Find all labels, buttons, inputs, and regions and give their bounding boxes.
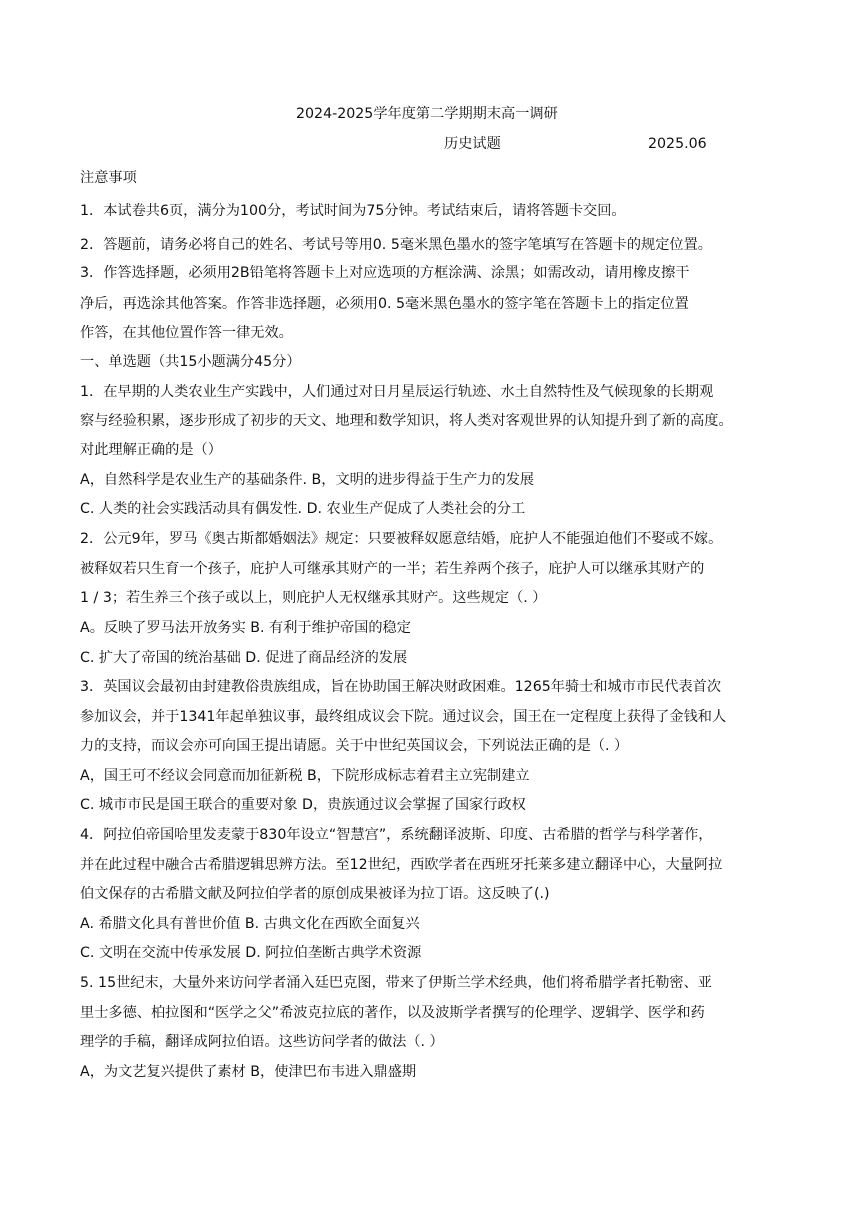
question-3-option: C. 城市市民是国王联合的重要对象 D，贵族通过议会掌握了国家行政权 xyxy=(80,797,526,813)
question-5-text: 5. 15世纪末，大量外来访问学者涌入廷巴克图，带来了伊斯兰学术经典，他们将希腊学者托勒密、亚 xyxy=(80,975,712,991)
question-3-text: 力的支持，而议会亦可向国王提出请愿。关于中世纪英国议会，下列说法正确的是（. ） xyxy=(80,738,629,754)
question-1-option: C. 人类的社会实践活动具有偶发性. D. 农业生产促成了人类社会的分工 xyxy=(80,501,526,517)
notice-item: 3．作答选择题，必须用2B铅笔将答题卡上对应选项的方框涂满、涂黑；如需改动，请用橡皮擦干 xyxy=(80,265,690,281)
notice-heading: 注意事项 xyxy=(80,170,137,186)
question-3-text: 3．英国议会最初由封建教俗贵族组成，旨在协助国王解决财政困难。1265年骑士和城市市民代表首次 xyxy=(80,679,722,695)
section-heading: 一、单选题（共15小题满分45分） xyxy=(80,354,301,370)
question-5-text: 理学的手稿，翻译成阿拉伯语。这些访问学者的做法（. ） xyxy=(80,1034,444,1050)
question-1-option: A，自然科学是农业生产的基础条件. B，文明的进步得益于生产力的发展 xyxy=(80,472,535,488)
question-4-text: 4．阿拉伯帝国哈里发麦蒙于830年设立“智慧宫”，系统翻译波斯、印度、古希腊的哲学与科学著作， xyxy=(80,827,713,843)
question-2-option: A。反映了罗马法开放务实 B. 有利于维护帝国的稳定 xyxy=(80,620,411,636)
question-1-text: 察与经验积累，逐步形成了初步的天文、地理和数学知识，将人类对客观世界的认知提升到了新的高度。 xyxy=(80,413,733,429)
question-4-option: C. 文明在交流中传承发展 D. 阿拉伯垄断古典学术资源 xyxy=(80,945,422,961)
notice-item: 作答，在其他位置作答一律无效。 xyxy=(80,325,293,341)
question-4-text: 伯文保存的古希腊文献及阿拉伯学者的原创成果被译为拉丁语。这反映了(.) xyxy=(80,886,550,902)
notice-item: 2．答题前，请务必将自己的姓名、考试号等用0. 5毫米黑色墨水的签字笔填写在答题卡的规定位置。 xyxy=(80,237,712,253)
question-4-text: 并在此过程中融合古希腊逻辑思辨方法。至12世纪，西欧学者在西班牙托莱多建立翻译中心，大量阿拉 xyxy=(80,857,723,873)
question-2-text: 1 / 3；若生养三个孩子或以上，则庇护人无权继承其财产。这些规定（. ） xyxy=(80,590,547,606)
question-4-option: A. 希腊文化具有普世价值 B. 古典文化在西欧全面复兴 xyxy=(80,916,420,932)
question-5-option: A，为文艺复兴提供了素材 B，使津巴布韦进入鼎盛期 xyxy=(80,1064,417,1080)
question-3-option: A，国王可不经议会同意而加征新税 B，下院形成标志着君主立宪制建立 xyxy=(80,768,530,784)
question-2-option: C. 扩大了帝国的统治基础 D. 促进了商品经济的发展 xyxy=(80,650,408,666)
question-5-text: 里士多德、柏拉图和“医学之父”希波克拉底的著作，以及波斯学者撰写的伦理学、逻辑学、医学和药 xyxy=(80,1005,705,1021)
exam-title: 2024-2025学年度第二学期期末高一调研 xyxy=(296,106,558,122)
question-1-text: 对此理解正确的是（） xyxy=(80,442,222,458)
question-2-text: 被释奴若只生育一个孩子，庇护人可继承其财产的一半；若生养两个孩子，庇护人可以继承其财产的 xyxy=(80,561,705,577)
notice-item: 1．本试卷共6页，满分为100分，考试时间为75分钟。考试结束后，请将答题卡交回。 xyxy=(80,203,626,219)
exam-subject: 历史试题 xyxy=(444,136,501,152)
exam-date: 2025.06 xyxy=(648,136,707,152)
notice-item: 净后，再选涂其他答案。作答非选择题，必须用0. 5毫米黑色墨水的签字笔在答题卡上的指定位置 xyxy=(80,296,689,312)
question-1-text: 1．在早期的人类农业生产实践中，人们通过对日月星辰运行轨迹、水土自然特性及气候现象的长期观 xyxy=(80,384,714,400)
question-3-text: 参加议会，并于1341年起单独议事，最终组成议会下院。通过议会，国王在一定程度上获得了金钱和人 xyxy=(80,709,727,725)
question-2-text: 2．公元9年，罗马《奥古斯都婚姻法》规定：只要被释奴愿意结婚，庇护人不能强迫他们不娶或不嫁。 xyxy=(80,531,723,547)
